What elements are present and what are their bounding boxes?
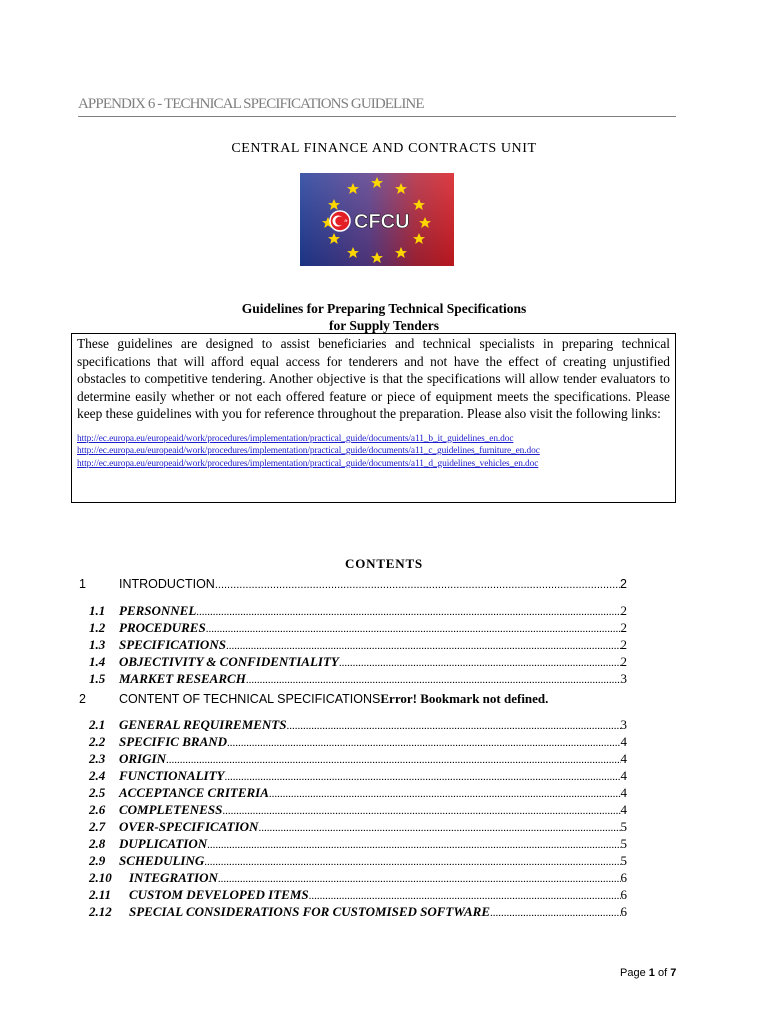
current-page: 1 [648,967,655,979]
toc-page: 5 [620,819,627,834]
toc-title: PERSONNEL [119,603,197,618]
toc-item[interactable] [79,716,627,733]
toc-title: ACCEPTANCE CRITERIA [119,785,269,800]
toc-number: 2.6 [89,802,106,817]
toc-item[interactable] [79,903,627,920]
toc-title: FUNCTIONALITY [119,768,225,783]
toc-title: SPECIAL CONSIDERATIONS FOR CUSTOMISED SOFTWARE [129,904,490,919]
toc-title: CUSTOM DEVELOPED ITEMS [129,887,309,902]
toc-item[interactable] [79,670,627,687]
link-furniture-guidelines[interactable]: http://ec.europa.eu/europeaid/work/procedures/implementation/practical_guide/documents/a11_c_guidelines_furniture_en.doc [77,446,540,456]
toc-number: 2.3 [89,751,106,766]
toc-page: 6 [620,870,627,885]
toc-title: OBJECTIVITY & CONFIDENTIALITY [119,654,339,669]
toc-page: 2 [620,637,627,652]
cfcu-logo-image [300,173,454,266]
toc-item[interactable] [79,784,627,801]
toc-page: 2 [620,654,627,669]
toc-page: 3 [620,671,627,686]
toc-title: INTEGRATION [129,870,218,885]
toc-leader [215,576,620,594]
toc-number: 2.12 [89,904,112,919]
toc-title: SPECIFICATIONS [119,637,226,652]
toc-leader [246,670,621,689]
guidelines-title-line2: for Supply Tenders [328,318,440,333]
toc-item[interactable] [79,886,627,903]
toc-number: 2.8 [89,836,106,851]
toc-page: 2 [620,620,627,635]
toc-number: 2.11 [89,887,112,902]
toc-title: OVER-SPECIFICATION [119,819,259,834]
toc-title: SPECIFIC BRAND [119,734,228,749]
guidelines-title [0,300,768,334]
toc-page: 6 [620,887,627,902]
toc-page: 2 [620,577,627,591]
guidelines-box [71,333,676,503]
toc-title: PROCEDURES [119,620,206,635]
toc-item[interactable] [79,852,627,869]
toc-number: 2 [79,692,86,706]
toc-item[interactable] [79,801,627,818]
toc-item[interactable] [79,653,627,670]
toc-title: COMPLETENESS [119,802,223,817]
toc-leader [490,903,621,922]
toc-number: 1.5 [89,671,106,686]
toc-page: 4 [620,751,627,766]
toc-number: 1 [79,577,86,591]
page-footer [620,967,676,979]
page-word: Page [620,967,646,979]
document-header: APPENDIX 6 - TECHNICAL SPECIFICATIONS GUIDELINE [78,96,676,117]
toc-number: 2.1 [89,717,106,732]
toc-title: ORIGIN [119,751,166,766]
toc-number: 1.3 [89,637,106,652]
toc-number: 2.5 [89,785,106,800]
toc-item[interactable] [79,835,627,852]
link-it-guidelines[interactable]: http://ec.europa.eu/europeaid/work/procedures/implementation/practical_guide/documents/a11_b_it_guidelines_en.doc [77,433,514,444]
toc-number: 2.10 [89,870,112,885]
toc-section-introduction[interactable] [79,576,627,593]
cfcu-logo-text: CFCU [354,211,410,233]
toc-item[interactable] [79,767,627,784]
toc-number: 2.2 [89,734,106,749]
cfcu-logo [300,173,454,266]
toc-page: 4 [620,802,627,817]
total-pages: 7 [670,967,677,979]
toc-page: 4 [620,785,627,800]
toc-title: DUPLICATION [119,836,208,851]
toc-title: MARKET RESEARCH [119,671,246,686]
of-word: of [657,967,668,979]
toc-bookmark-error: Error! Bookmark not defined. [380,691,549,706]
guidelines-title-line1: Guidelines for Preparing Technical Specifications [241,301,527,316]
toc-page: 4 [620,768,627,783]
toc-item[interactable] [79,818,627,835]
toc-section-content[interactable] [79,690,627,707]
toc-page: 3 [620,717,627,732]
link-vehicles-guidelines[interactable]: http://ec.europa.eu/europeaid/work/procedures/implementation/practical_guide/documents/a11_d_guidelines_vehicles_en.doc [77,458,539,469]
toc-title: GENERAL REQUIREMENTS [119,717,287,732]
toc-number: 1.2 [89,620,106,635]
toc-number: 1.1 [89,603,106,618]
toc-title: CONTENT OF TECHNICAL SPECIFICATIONS [119,692,381,706]
toc-item[interactable] [79,619,627,636]
toc-number: 2.4 [89,768,106,783]
toc-page: 5 [620,853,627,868]
guidelines-paragraph: These guidelines are designed to assist beneficiaries and technical specialists in preparing technical specifications that will afford equal access for tenderers and not have the effect of creating unjustified obstacles to competitive tendering. Another objective is that the specifications will allow tender evaluators to determine easily whether or not each offered feature or piece of equipment meets the specifications. Please keep these guidelines with you for reference throughout the preparation. Please also visit the following links: [77,336,670,421]
toc-page: 4 [620,734,627,749]
toc-item[interactable] [79,602,627,619]
toc-page: 6 [620,904,627,919]
toc-page: 5 [620,836,627,851]
toc-page: 2 [620,603,627,618]
toc-item[interactable] [79,636,627,653]
reference-links [77,433,670,471]
toc-title: INTRODUCTION [119,577,215,591]
toc-item[interactable] [79,733,627,750]
unit-title: CENTRAL FINANCE AND CONTRACTS UNIT [231,141,537,156]
contents-title: CONTENTS [345,556,423,571]
toc-item[interactable] [79,869,627,886]
table-of-contents [79,576,627,920]
toc-number: 2.7 [89,819,106,834]
toc-number: 1.4 [89,654,106,669]
toc-number: 2.9 [89,853,106,868]
toc-item[interactable] [79,750,627,767]
toc-title: SCHEDULING [119,853,205,868]
